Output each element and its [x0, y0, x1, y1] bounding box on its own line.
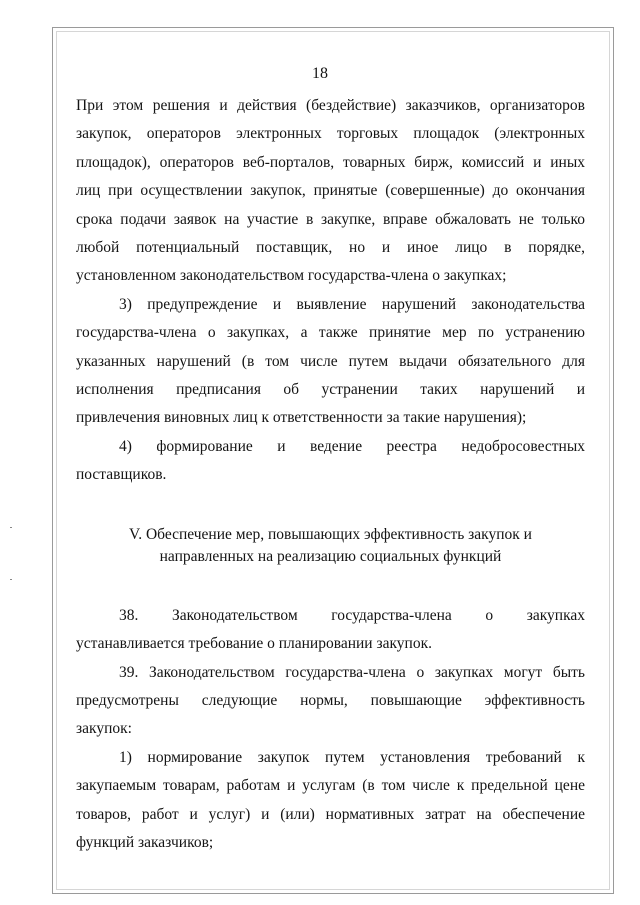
- text-line: закупаемым товарам, работам и услугам (в том числе к предельной цене: [76, 777, 585, 795]
- text-line: закупок, операторов электронных торговых площадок (электронных: [76, 125, 585, 143]
- text-line: 38. Законодательством государства-члена о закупках: [119, 606, 585, 624]
- text-line: исполнения предписания об устранении таких нарушений и: [76, 381, 585, 399]
- text-line: 3) предупреждение и выявление нарушений законодательства: [119, 295, 585, 313]
- text-line: 4) формирование и ведение реестра недобросовестных: [119, 437, 585, 455]
- text-line: предусмотрены следующие нормы, повышающие эффективность: [76, 691, 585, 709]
- text-line: указанных нарушений (в том числе путем выдачи обязательного для: [76, 352, 585, 370]
- paragraph-item-3: [76, 291, 585, 433]
- paragraph-38: [76, 602, 585, 659]
- text-line: лиц при осуществлении закупок, принятые (совершенные) до окончания: [76, 182, 585, 200]
- paragraph-39-item-1: [76, 744, 585, 858]
- section-heading-line: V. Обеспечение мер, повышающих эффективность закупок и: [129, 525, 532, 543]
- text-line: товаров, работ и услуг) и (или) нормативных затрат на обеспечение: [76, 805, 585, 823]
- text-line: поставщиков.: [76, 466, 167, 484]
- paragraph-appeal-rights: [76, 92, 585, 291]
- text-line: срока подачи заявок на участие в закупке, вправе обжаловать не только: [76, 210, 585, 228]
- text-line: привлечения виновных лиц к ответственности за такие нарушения);: [76, 409, 527, 427]
- text-line: государства-члена о закупках, а также принятие мер по устранению: [76, 324, 585, 342]
- section-heading-line: направленных на реализацию социальных функций: [159, 547, 502, 565]
- scan-edge-mark: [10, 527, 12, 528]
- document-body: [76, 92, 585, 857]
- text-line: 39. Законодательством государства-члена о закупках могут быть: [119, 663, 585, 681]
- section-heading: [76, 524, 585, 568]
- text-line: установленном законодательством государства-члена о закупках;: [76, 267, 507, 285]
- paragraph-item-4: [76, 433, 585, 490]
- page-number: 18: [312, 65, 328, 82]
- text-line: функций заказчиков;: [76, 833, 214, 851]
- text-line: любой потенциальный поставщик, но и иное лицо в порядке,: [76, 239, 585, 257]
- text-line: закупок:: [76, 720, 132, 738]
- scan-edge-mark: [10, 579, 12, 580]
- text-line: устанавливается требование о планировании закупок.: [76, 635, 432, 653]
- text-line: 1) нормирование закупок путем установления требований к: [119, 748, 585, 766]
- text-line: При этом решения и действия (бездействие) заказчиков, организаторов: [76, 97, 585, 114]
- paragraph-39: [76, 659, 585, 744]
- text-line: площадок), операторов веб-порталов, товарных бирж, комиссий и иных: [76, 153, 585, 171]
